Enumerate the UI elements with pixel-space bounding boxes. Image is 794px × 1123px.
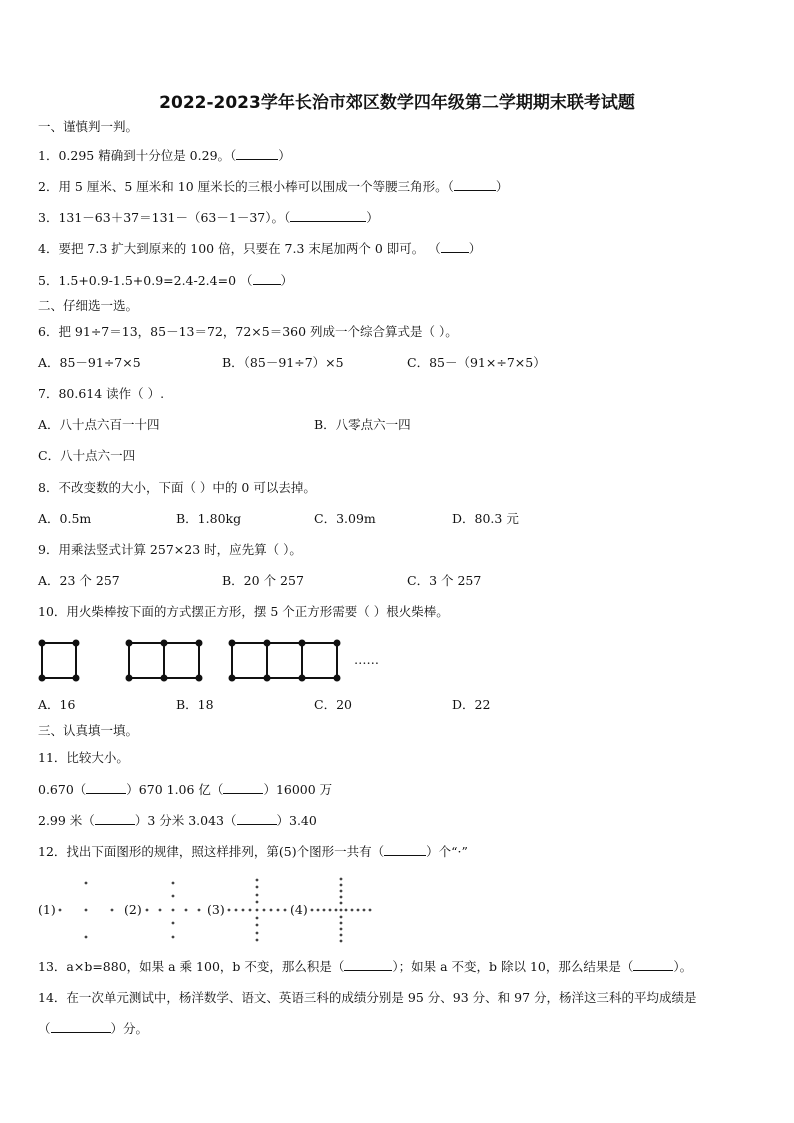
- question-12: 12．找出下面图形的规律，照这样排列，第(5)个图形一共有（ ）个“·”: [38, 844, 468, 859]
- option-a[interactable]: A．16: [38, 697, 76, 712]
- page-title: 2022-2023学年长治市郊区数学四年级第二学期期末联考试题: [159, 93, 635, 113]
- option-a[interactable]: A．23 个 257: [38, 573, 120, 588]
- question-10: 10．用火柴棒按下面的方式摆正方形，摆 5 个正方形需要（ ）根火柴棒。: [38, 604, 449, 619]
- question-14-line-2: （ ）分。: [38, 1021, 149, 1036]
- option-a[interactable]: A．85－91÷7×5: [38, 355, 141, 370]
- dot-pattern-2: [146, 882, 201, 939]
- answer-blank[interactable]: [633, 958, 673, 971]
- question-1: 1．0.295 精确到十分位是 0.29。（ ）: [38, 148, 291, 163]
- question-5: 5．1.5+0.9-1.5+0.9=2.4-2.4=0 （ ）: [38, 273, 294, 288]
- option-c[interactable]: C．85－（91×÷7×5）: [407, 355, 546, 370]
- question-6: 6．把 91÷7＝13，85－13＝72，72×5＝360 列成一个综合算式是（ ）。: [38, 324, 458, 339]
- option-b[interactable]: B．20 个 257: [222, 573, 304, 588]
- question-11: 11．比较大小。: [38, 750, 129, 765]
- option-a[interactable]: A．0.5m: [38, 511, 92, 526]
- pattern-label-1: (1): [38, 902, 56, 917]
- option-c[interactable]: C．3 个 257: [407, 573, 482, 588]
- question-3: 3．131－63＋37＝131－（63－1－37）。（ ）: [38, 210, 379, 225]
- option-b[interactable]: B．（85－91÷7）×5: [222, 355, 344, 370]
- question-13: 13．a×b=880，如果 a 乘 100，b 不变，那么积是（ ）；如果 a 不变，b 除以 10，那么结果是（ ）。: [38, 959, 693, 974]
- question-14: 14．在一次单元测试中，杨洋数学、语文、英语三科的成绩分别是 95 分、93 分、和 97 分，杨洋这三科的平均成绩是: [38, 990, 697, 1005]
- pattern-label-4: (4): [290, 902, 308, 917]
- option-b[interactable]: B．18: [176, 697, 214, 712]
- dot-pattern-3: [228, 879, 287, 942]
- option-d[interactable]: D．22: [452, 697, 491, 712]
- question-11-row-1: 0.670（ ）670 1.06 亿（ ）16000 万: [38, 782, 333, 797]
- question-8: 8．不改变数的大小，下面（ ）中的 0 可以去掉。: [38, 480, 316, 495]
- pattern-label-3: (3): [207, 902, 225, 917]
- option-c[interactable]: C．3.09m: [314, 511, 376, 526]
- question-2: 2．用 5 厘米、5 厘米和 10 厘米长的三根小棒可以围成一个等腰三角形。（ ）: [38, 179, 509, 194]
- option-d[interactable]: D．80.3 元: [452, 511, 519, 526]
- question-9: 9．用乘法竖式计算 257×23 时，应先算（ ）。: [38, 542, 302, 557]
- pattern-label-2: (2): [124, 902, 142, 917]
- option-b[interactable]: B．八零点六一四: [314, 417, 411, 432]
- option-b[interactable]: B．1.80kg: [176, 511, 242, 526]
- section-heading-judge: 一、谨慎判一判。: [38, 119, 139, 134]
- dot-pattern-4: [311, 878, 372, 943]
- section-heading-choose: 二、仔细选一选。: [38, 298, 139, 313]
- question-11-row-2: 2.99 米（ ）3 分米 3.043（ ）3.40: [38, 813, 317, 828]
- answer-blank[interactable]: [344, 958, 392, 971]
- option-c[interactable]: C．八十点六一四: [38, 448, 136, 463]
- option-c[interactable]: C．20: [314, 697, 352, 712]
- question-4: 4．要把 7.3 扩大到原来的 100 倍，只要在 7.3 末尾加两个 0 即可。 （ ）: [38, 241, 482, 256]
- section-heading-fill: 三、认真填一填。: [38, 723, 139, 738]
- answer-blank[interactable]: [51, 1020, 111, 1033]
- continuation-dots: ……: [354, 652, 379, 667]
- question-7: 7．80.614 读作（ ）.: [38, 386, 165, 401]
- dot-pattern-1: [59, 882, 114, 939]
- option-a[interactable]: A．八十点六百一十四: [38, 417, 160, 432]
